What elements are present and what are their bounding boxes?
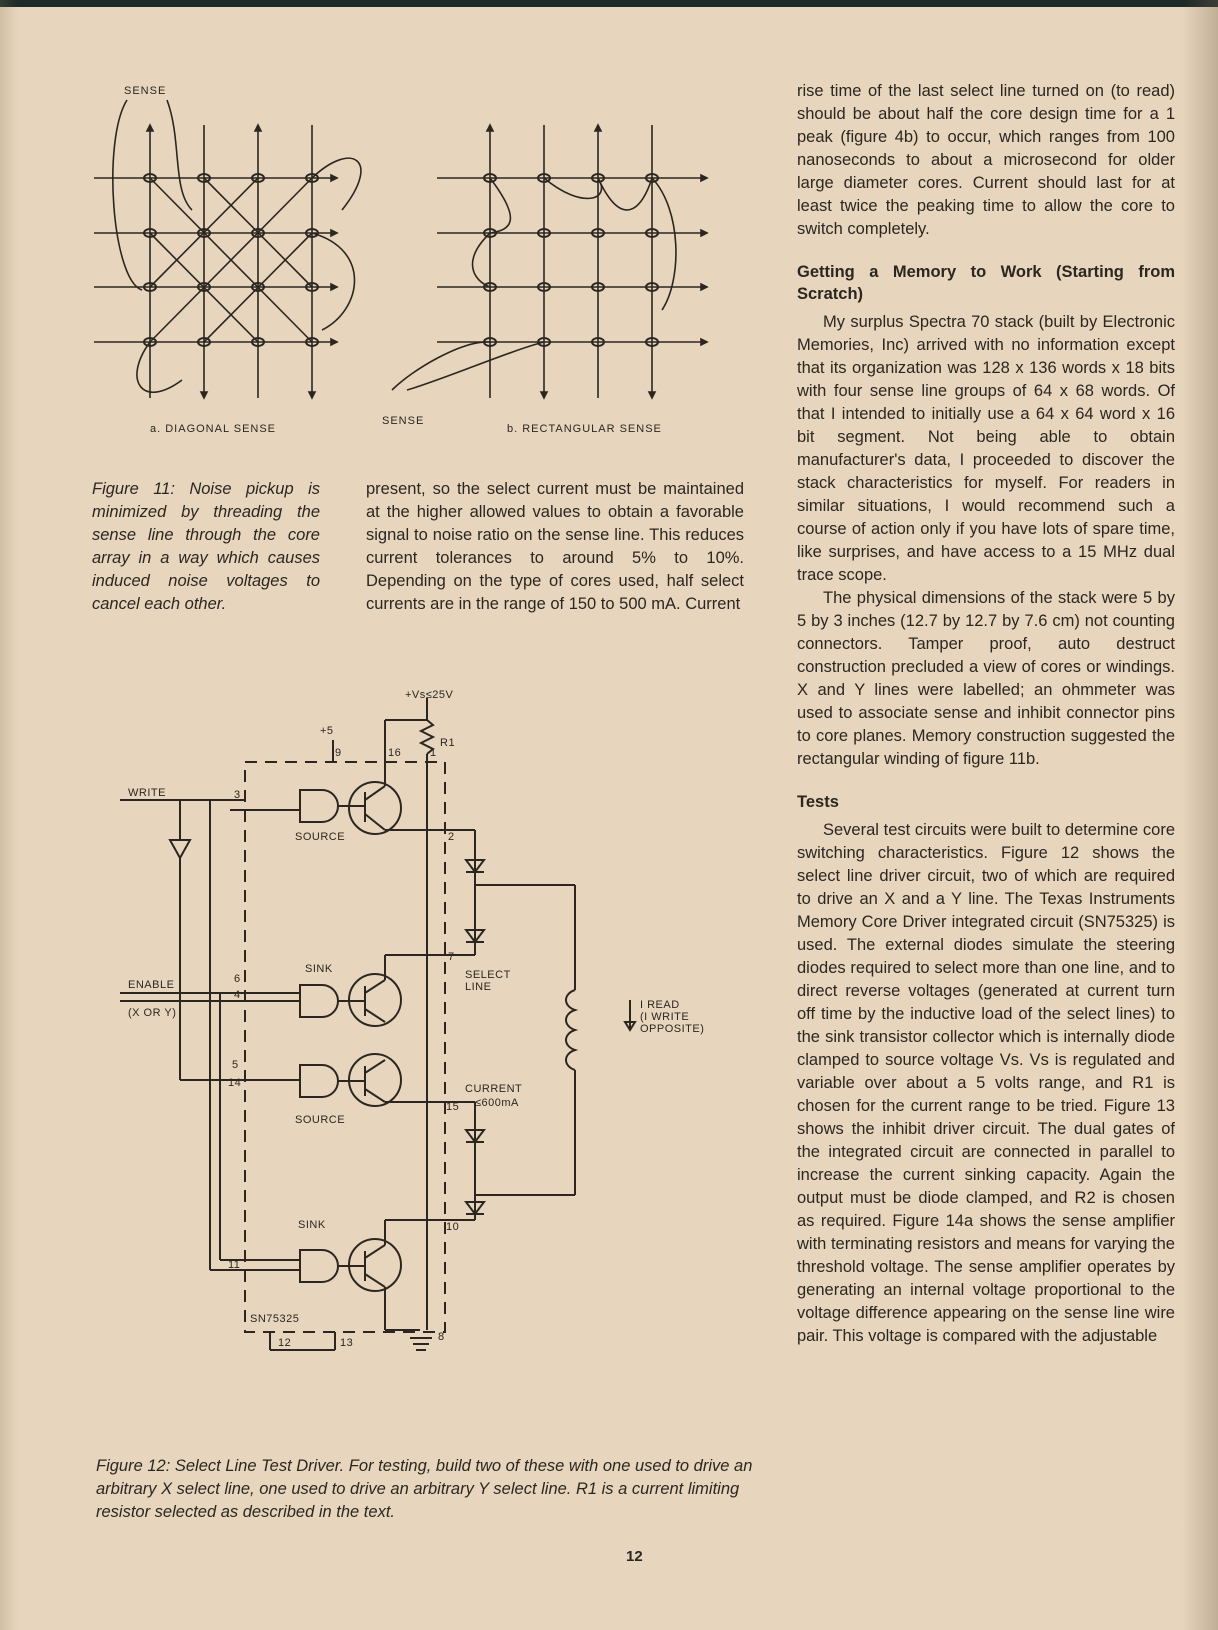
source-label-2: SOURCE bbox=[295, 1114, 346, 1126]
paragraph-spectra-stack: My surplus Spectra 70 stack (built by Electronic Memories, Inc) arrived with no information except that its organization was 128 x 136 words x 18 bits with four sense line groups of 64 x 68 words. Of that I intended to initially use a 64 x 64 word x 16 bit segment. Not being able to obtain manufacturer's data, I proceeded to discover the stack characteristics for myself. For readers in similar situations, I would recommend such a course of action only if you have lots of spare time, like surprises, and have access to a 15 MHz dual trace scope. bbox=[797, 313, 1175, 584]
write-opposite-label-1: (I WRITE bbox=[640, 1011, 690, 1023]
pin-16: 16 bbox=[388, 747, 402, 759]
sink-label-1: SINK bbox=[305, 963, 333, 975]
figure-11-caption: Figure 11: Noise pickup is minimized by threading the sense line through the core array in a way which causes induced noise voltages to cancel each other. bbox=[92, 480, 320, 613]
heading-getting-memory-to-work: Getting a Memory to Work (Starting from Scratch) bbox=[797, 263, 1175, 303]
page-number: 12 bbox=[626, 1548, 643, 1565]
x-or-y-label: (X OR Y) bbox=[128, 1007, 177, 1019]
sense-label-a: SENSE bbox=[124, 85, 167, 97]
figure-12-caption: Figure 12: Select Line Test Driver. For testing, build two of these with one used to drive an arbitrary X select line, one used to drive an arbitrary Y select line. R1 is a current limiting resistor selected as described in the text. bbox=[96, 1457, 753, 1521]
chip-label: SN75325 bbox=[250, 1313, 300, 1325]
enable-label: ENABLE bbox=[128, 979, 175, 991]
right-column bbox=[797, 80, 1175, 1348]
sense-label-b: SENSE bbox=[382, 415, 425, 427]
write-opposite-label-2: OPPOSITE) bbox=[640, 1023, 705, 1035]
figure-11-svg bbox=[82, 80, 762, 440]
pin-5: 5 bbox=[232, 1059, 239, 1071]
read-label: I READ bbox=[640, 999, 680, 1011]
pin-14: 14 bbox=[228, 1077, 242, 1089]
rectangular-sense-label: b. RECTANGULAR SENSE bbox=[507, 423, 662, 435]
r1-label: R1 bbox=[440, 737, 456, 749]
current-label-2: ≤600mA bbox=[475, 1097, 519, 1109]
top-edge-bar bbox=[0, 0, 1218, 7]
paragraph-rise-time: rise time of the last select line turned on (to read) should be about half the core design time for a 1 peak (figure 4b) to occur, which ranges from 100 nanoseconds to about a microsecond for older large diameter cores. Current should last for at least twice the peaking time to allow the core to switch completely. bbox=[797, 82, 1175, 238]
select-line-label-2: LINE bbox=[465, 981, 492, 993]
source-label-1: SOURCE bbox=[295, 831, 346, 843]
right-page-shade bbox=[1182, 0, 1218, 1630]
diagonal-sense-label: a. DIAGONAL SENSE bbox=[150, 423, 277, 435]
current-label-1: CURRENT bbox=[465, 1083, 523, 1095]
figure-12-svg bbox=[120, 690, 720, 1410]
pin-10: 10 bbox=[446, 1221, 460, 1233]
pin-3: 3 bbox=[234, 789, 241, 801]
middle-column-text: present, so the select current must be maintained at the higher allowed values to obtain a favorable signal to noise ratio on the sense line. This reduces current tolerances to around 5% to 10%. Depending on the type of cores used, half select currents are in the range of 150 to 500 mA. Current bbox=[366, 480, 744, 613]
pin-8: 8 bbox=[438, 1331, 445, 1343]
pin-6: 6 bbox=[234, 973, 241, 985]
vs-label: +Vs≤25V bbox=[405, 690, 454, 701]
figure-12-schematic bbox=[120, 690, 720, 1410]
paragraph-tests: Several test circuits were built to determine core switching characteristics. Figure 12 shows the select line driver circuit, two of which are required to drive an X and a Y line. The Texas Instruments Memory Core Driver integrated circuit (SN75325) is used. The external diodes simulate the steering diodes required to select more than one line, and to direct reverse voltages (generated at current turn off time by the inductive load of the select lines) to the sink transistor collector which is internally diode clamped to source voltage Vs. Vs is regulated and variable over about a 5 volts range, and R1 is chosen for the current range to be tried. Figure 13 shows the inhibit driver circuit. The dual gates of the integrated circuit are connected in parallel to increase the current sinking capacity. Again the output must be diode clamped, and R2 is chosen as required. Figure 14a shows the sense amplifier with terminating resistors and means for varying the threshold voltage. The sense amplifier operates by generating an internal voltage proportional to the voltage difference appearing on the sense line wire pair. This voltage is compared with the adjustable bbox=[797, 821, 1175, 1345]
heading-tests: Tests bbox=[797, 793, 839, 811]
pin-2: 2 bbox=[448, 831, 455, 843]
pin-13: 13 bbox=[340, 1337, 354, 1349]
pin-1: 1 bbox=[430, 747, 437, 759]
write-label: WRITE bbox=[128, 787, 166, 799]
plus5-label: +5 bbox=[320, 725, 334, 737]
figure-11-diagram bbox=[82, 80, 762, 440]
pin-7: 7 bbox=[448, 951, 455, 963]
pin-12: 12 bbox=[278, 1337, 292, 1349]
pin-15: 15 bbox=[446, 1101, 460, 1113]
pin-4: 4 bbox=[234, 989, 241, 1001]
pin-9: 9 bbox=[335, 747, 342, 759]
left-page-shade bbox=[0, 0, 18, 1630]
paragraph-physical-dimensions: The physical dimensions of the stack were 5 by 5 by 3 inches (12.7 by 12.7 by 7.6 cm) not counting connectors. Tamper proof, auto destruct construction precluded a view of cores or windings. X and Y lines were labelled; an ohmmeter was used to associate sense and inhibit connector pins to core planes. Memory construction suggested the rectangular winding of figure 11b. bbox=[797, 589, 1175, 768]
pin-11: 11 bbox=[228, 1259, 241, 1271]
select-line-label-1: SELECT bbox=[465, 969, 511, 981]
sink-label-2: SINK bbox=[298, 1219, 326, 1231]
